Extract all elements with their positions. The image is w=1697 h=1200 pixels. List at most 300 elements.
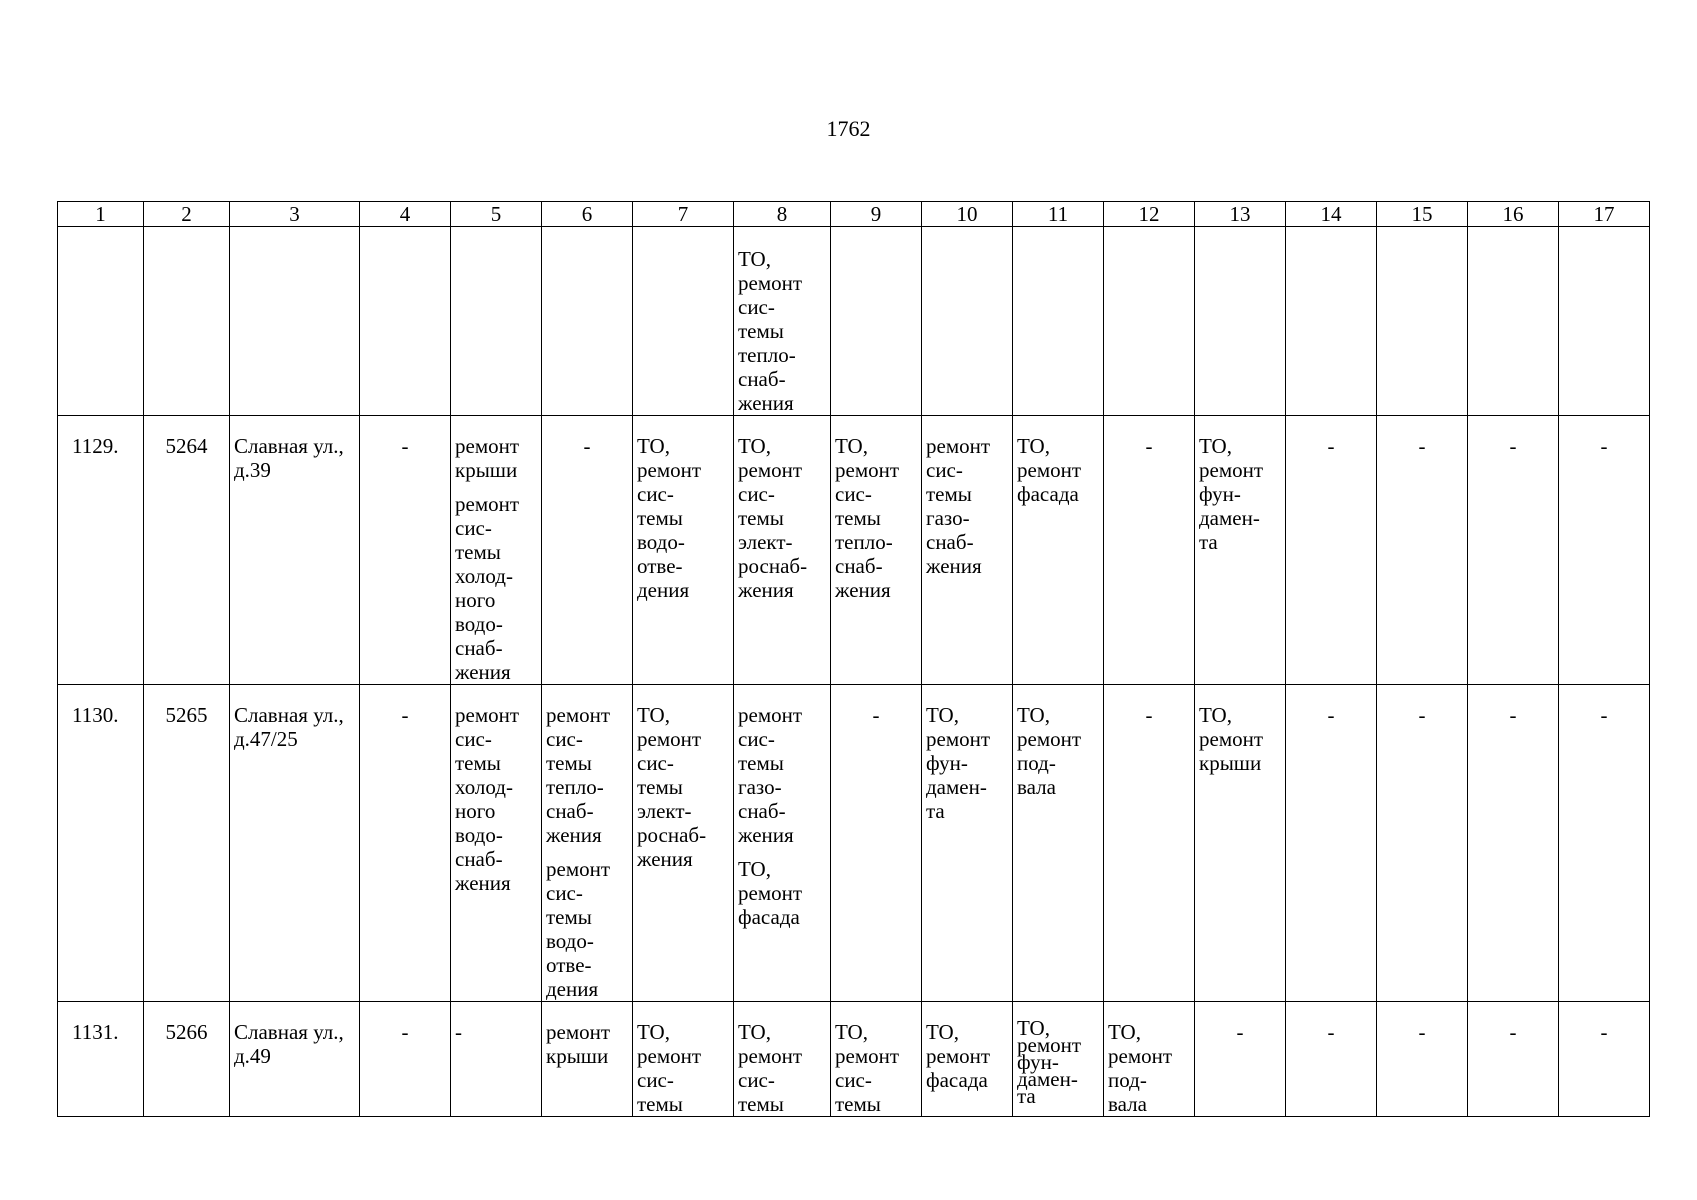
table-cell [451,685,542,1002]
cell-text: ТО, [637,1020,670,1044]
cell-text: снаб- [546,799,594,823]
cell-text: ТО, [738,434,771,458]
cell-text: д.47/25 [234,727,298,751]
cell-entry [364,1020,446,1044]
cell-text: д.49 [234,1044,271,1068]
cell-text: - [1509,1020,1517,1044]
cell-text: фун- [1017,1050,1059,1074]
cell-entry [72,434,139,458]
table-cell [1104,227,1195,416]
cell-entry [1563,703,1645,727]
cell-entry [1108,434,1190,458]
cell-entry [148,434,225,458]
column-number: 15 [1377,202,1468,227]
cell-text: дения [637,578,690,602]
cell-text: ремонт [637,458,702,482]
table-cell [1377,416,1468,685]
cell-entry [364,434,446,458]
table-cell [1286,1002,1377,1117]
column-number: 7 [633,202,734,227]
cell-entry [1381,1020,1463,1044]
cell-entry [148,703,225,727]
cell-text: сис- [546,881,583,905]
cell-text: та [1199,530,1218,554]
cell-text: жения [455,871,511,895]
table-cell [542,416,633,685]
cell-text: крыши [546,1044,609,1068]
cell-text: снаб- [455,636,503,660]
cell-text: темы [637,506,683,530]
cell-text: ТО, [1199,703,1232,727]
cell-entry [738,434,826,602]
cell-text: - [1236,1020,1244,1044]
cell-text: Славная ул., [234,1020,344,1044]
cell-text: жения [455,660,511,684]
column-number: 9 [831,202,922,227]
cell-entry [926,1020,1008,1092]
cell-text: ТО, [637,434,670,458]
table-cell [58,685,144,1002]
cell-text: ремонт [1017,458,1082,482]
table-cell [230,227,360,416]
cell-entry [637,703,729,871]
cell-text: сис- [637,1068,674,1092]
table-cell [1013,227,1104,416]
table-cell [922,685,1013,1002]
column-number: 11 [1013,202,1104,227]
table-cell [451,227,542,416]
cell-text: жения [637,847,693,871]
cell-text: крыши [1199,751,1262,775]
cell-entry [1472,703,1554,727]
cell-entry [1290,1020,1372,1044]
cell-text: - [1327,434,1335,458]
cell-text: Славная ул., [234,703,344,727]
cell-text: темы [738,506,784,530]
cell-text: газо- [926,506,970,530]
cell-text: отве- [546,953,592,977]
cell-text: тепло- [546,775,604,799]
cell-text: ТО, [1017,1016,1050,1040]
cell-text: элект- [637,799,692,823]
cell-text: снаб- [926,530,974,554]
column-number: 12 [1104,202,1195,227]
column-number: 8 [734,202,831,227]
table-cell [734,227,831,416]
table-cell [831,685,922,1002]
cell-text: фун- [1199,482,1241,506]
cell-entry [835,703,917,727]
table-cell [734,416,831,685]
cell-text: ТО, [926,1020,959,1044]
table-cell [360,1002,451,1117]
cell-text: газо- [738,775,782,799]
cell-text: 5266 [165,1020,208,1044]
table-cell [1286,227,1377,416]
cell-text: отве- [637,554,683,578]
cell-entry [1563,1020,1645,1044]
cell-text: темы [546,751,592,775]
table-cell [1195,685,1286,1002]
column-number: 5 [451,202,542,227]
table-row [58,416,1650,685]
cell-text: ремонт [1017,727,1082,751]
cell-text: сис- [637,482,674,506]
cell-text: жения [738,578,794,602]
cell-text: сис- [738,482,775,506]
cell-text: ТО, [926,703,959,727]
cell-text: ремонт [637,727,702,751]
table-cell [360,416,451,685]
cell-text: ремонт [738,1044,803,1068]
table-cell [1286,685,1377,1002]
column-number: 13 [1195,202,1286,227]
cell-text: Славная ул., [234,434,344,458]
table-cell [144,416,230,685]
table-cell [831,1002,922,1117]
cell-text: 1129. [72,434,119,458]
cell-entry [1017,703,1099,799]
table-cell [1013,685,1104,1002]
cell-entry [1290,434,1372,458]
cell-text: сис- [738,295,775,319]
cell-entry [546,434,628,458]
cell-text: вала [1017,775,1056,799]
cell-text: ремонт [835,458,900,482]
cell-text: сис- [738,727,775,751]
table-cell [1195,227,1286,416]
table-cell [1468,1002,1559,1117]
cell-text: ного [455,588,496,612]
cell-text: д.39 [234,458,271,482]
table-cell [922,1002,1013,1117]
table-cell [1013,416,1104,685]
table-cell [1468,227,1559,416]
cell-text: водо- [637,530,685,554]
table-cell [542,685,633,1002]
cell-entry [234,703,355,751]
table-cell [451,416,542,685]
cell-text: темы [546,905,592,929]
cell-text: вала [1108,1092,1147,1116]
cell-text: тепло- [738,343,796,367]
cell-text: - [401,1020,409,1044]
table-cell [58,1002,144,1117]
cell-text: жения [546,823,602,847]
cell-text: ТО, [1017,703,1050,727]
cell-text: - [1418,703,1426,727]
cell-text: ремонт [738,271,803,295]
cell-text: та [926,799,945,823]
table-cell [230,1002,360,1117]
cell-entry [637,434,729,602]
cell-text: - [872,703,880,727]
table-cell [1104,416,1195,685]
cell-text: жения [926,554,982,578]
table-cell [633,1002,734,1117]
cell-entry [364,703,446,727]
cell-text: темы [455,540,501,564]
cell-text: 1131. [72,1020,119,1044]
cell-text: ТО, [835,434,868,458]
column-number: 17 [1559,202,1650,227]
table-cell [734,685,831,1002]
table-cell [58,416,144,685]
column-number: 4 [360,202,451,227]
table-cell [1195,416,1286,685]
table-cell [1377,685,1468,1002]
cell-text: темы [926,482,972,506]
table-cell [1559,1002,1650,1117]
cell-entry [546,857,628,1001]
cell-entry [455,703,537,895]
cell-text: - [1327,703,1335,727]
column-number: 14 [1286,202,1377,227]
table-cell [1559,227,1650,416]
cell-text: 5264 [165,434,208,458]
table-cell [734,1002,831,1117]
cell-text: - [1600,1020,1608,1044]
column-number: 1 [58,202,144,227]
cell-entry [455,1020,537,1044]
cell-text: ТО, [738,247,771,271]
cell-text: темы [738,1092,784,1116]
cell-text: - [1145,703,1153,727]
cell-text: темы [738,319,784,343]
cell-text: дамен- [1199,506,1260,530]
cell-text: под- [1108,1068,1147,1092]
cell-text: жения [835,578,891,602]
cell-text: жения [738,391,794,415]
cell-text: холод- [455,775,513,799]
cell-text: - [1418,434,1426,458]
cell-text: - [583,434,591,458]
cell-text: 1130. [72,703,119,727]
table-cell [1195,1002,1286,1117]
cell-text: водо- [455,823,503,847]
cell-text: - [401,703,409,727]
cell-text: темы [637,775,683,799]
table-cell [831,416,922,685]
cell-text: сис- [637,751,674,775]
cell-entry [637,1020,729,1116]
cell-text: роснаб- [738,554,808,578]
cell-text: ремонт [926,727,991,751]
table-cell [230,416,360,685]
cell-text: фасада [926,1068,988,1092]
cell-text: ТО, [637,703,670,727]
table-row [58,685,1650,1002]
cell-text: темы [738,751,784,775]
cell-entry [1290,703,1372,727]
page-number: 1762 [826,116,871,141]
cell-text: сис- [835,482,872,506]
cell-text: снаб- [835,554,883,578]
cell-text: - [401,434,409,458]
cell-text: снаб- [738,367,786,391]
table-cell [144,685,230,1002]
cell-text: темы [637,1092,683,1116]
cell-entry [234,1020,355,1068]
table-cell [451,1002,542,1117]
cell-text: дения [546,977,599,1001]
cell-text: дамен- [1017,1067,1078,1091]
cell-text: жения [738,823,794,847]
cell-text: темы [455,751,501,775]
cell-text: холод- [455,564,513,588]
cell-text: ремонт [455,492,520,516]
cell-entry [1563,434,1645,458]
cell-text: ремонт [546,1020,611,1044]
table-cell [1559,685,1650,1002]
cell-entry [72,1020,139,1044]
cell-text: ремонт [1017,1033,1082,1057]
cell-text: - [455,1020,462,1044]
cell-text: роснаб- [637,823,707,847]
cell-entry [1472,434,1554,458]
cell-entry [1199,434,1281,554]
cell-entry [148,1020,225,1044]
cell-text: тепло- [835,530,893,554]
table-cell [542,227,633,416]
cell-entry [1472,1020,1554,1044]
table-row [58,227,1650,416]
table-cell [360,227,451,416]
cell-entry [455,492,537,684]
cell-text: снаб- [738,799,786,823]
cell-text: ного [455,799,496,823]
cell-text: сис- [738,1068,775,1092]
cell-text: ремонт [546,703,611,727]
column-number: 16 [1468,202,1559,227]
cell-text: ремонт [637,1044,702,1068]
table-cell [1377,1002,1468,1117]
cell-entry [1199,703,1281,775]
cell-entry [738,247,826,415]
cell-text: сис- [455,727,492,751]
cell-text: ТО, [738,857,771,881]
cell-text: - [1145,434,1153,458]
cell-entry [455,434,537,482]
cell-text: ТО, [738,1020,771,1044]
cell-text: - [1600,703,1608,727]
cell-entry [72,703,139,727]
cell-entry [1017,434,1099,506]
table-cell [1468,416,1559,685]
cell-text: ремонт [738,881,803,905]
cell-text: ТО, [1017,434,1050,458]
table-cell [360,685,451,1002]
cell-text: - [1327,1020,1335,1044]
cell-entry [546,703,628,847]
cell-text: ремонт [1108,1044,1173,1068]
cell-entry [926,703,1008,823]
table-row [58,1002,1650,1117]
cell-entry [546,1020,628,1068]
cell-text: 5265 [165,703,208,727]
table-cell [922,227,1013,416]
cell-entry [835,1020,917,1116]
cell-text: сис- [546,727,583,751]
header-row [58,202,1650,227]
table-cell [633,227,734,416]
column-number: 6 [542,202,633,227]
cell-text: фасада [738,905,800,929]
table-cell [1559,416,1650,685]
cell-text: ремонт [1199,727,1264,751]
cell-entry [1381,434,1463,458]
cell-entry [1381,703,1463,727]
table-cell [1104,1002,1195,1117]
cell-text: темы [835,506,881,530]
cell-text: под- [1017,751,1056,775]
cell-text: ТО, [835,1020,868,1044]
cell-text: ремонт [926,434,991,458]
cell-text: та [1017,1084,1036,1108]
table-cell [922,416,1013,685]
table-cell [633,685,734,1002]
table-cell [633,416,734,685]
table-cell [1013,1002,1104,1117]
cell-text: ремонт [546,857,611,881]
cell-entry [835,434,917,602]
cell-entry [1017,1016,1099,1108]
cell-text: ремонт [1199,458,1264,482]
table-cell [542,1002,633,1117]
cell-text: снаб- [455,847,503,871]
cell-text: сис- [835,1068,872,1092]
cell-text: ТО, [1108,1020,1141,1044]
table-cell [144,1002,230,1117]
cell-text: - [1600,434,1608,458]
table-cell [1468,685,1559,1002]
cell-entry [738,703,826,847]
cell-text: темы [835,1092,881,1116]
cell-text: фун- [926,751,968,775]
cell-text: - [1509,703,1517,727]
cell-text: сис- [455,516,492,540]
table-cell [1286,416,1377,685]
cell-text: элект- [738,530,793,554]
cell-text: ремонт [926,1044,991,1068]
cell-entry [926,434,1008,578]
cell-text: ТО, [1199,434,1232,458]
cell-text: ремонт [455,703,520,727]
table-cell [1377,227,1468,416]
cell-entry [738,857,826,929]
cell-text: ремонт [835,1044,900,1068]
cell-entry [738,1020,826,1116]
cell-text: ремонт [455,434,520,458]
table-cell [1104,685,1195,1002]
cell-text: - [1509,434,1517,458]
cell-text: крыши [455,458,518,482]
column-number: 10 [922,202,1013,227]
cell-entry [1108,703,1190,727]
cell-entry [234,434,355,482]
column-number: 3 [230,202,360,227]
column-number: 2 [144,202,230,227]
cell-entry [1108,1020,1190,1116]
cell-text: ремонт [738,703,803,727]
cell-text: водо- [455,612,503,636]
cell-text: - [1418,1020,1426,1044]
cell-text: сис- [926,458,963,482]
cell-text: водо- [546,929,594,953]
cell-text: фасада [1017,482,1079,506]
cell-entry [1199,1020,1281,1044]
cell-text: дамен- [926,775,987,799]
